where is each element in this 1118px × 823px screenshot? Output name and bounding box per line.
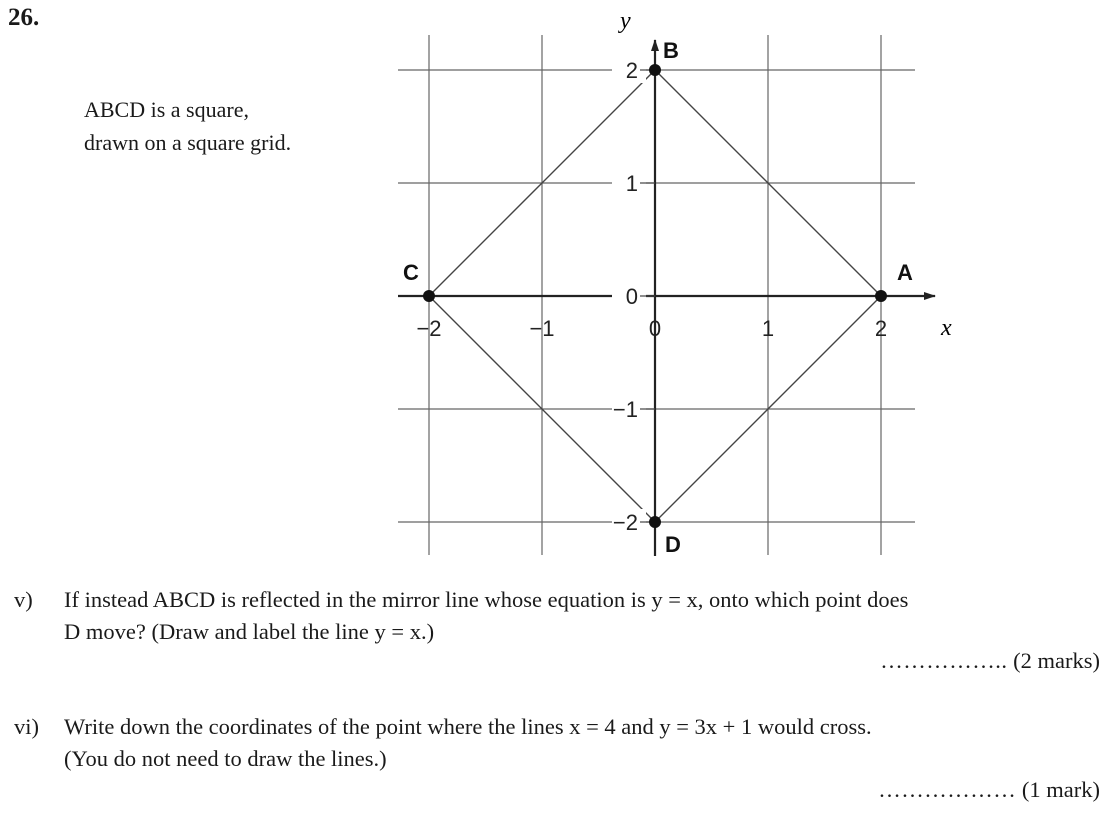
point-label: C (403, 260, 419, 285)
intro-line: drawn on a square grid. (84, 130, 292, 155)
point-c (423, 290, 435, 302)
question-number: 26. (8, 4, 40, 31)
point-label: A (897, 260, 913, 285)
x-tick-label: 1 (761, 316, 775, 341)
point-b (649, 64, 661, 76)
marks-label: (1 mark) (1021, 777, 1100, 802)
x-tick-label: 2 (874, 316, 888, 341)
y-tick-label: 2 (625, 58, 638, 83)
part-text-line: (You do not need to draw the lines.) (64, 746, 387, 771)
y-tick-label: 1 (625, 171, 638, 196)
answer-dots[interactable]: …………….. (880, 648, 1008, 673)
x-tick-label: −1 (529, 316, 555, 341)
y-axis-label: y (620, 8, 631, 34)
point-d (649, 516, 661, 528)
marks-label: (2 marks) (1013, 648, 1100, 673)
part-text-line: Write down the coordinates of the point where the lines x = 4 and y = 3x + 1 would cross. (64, 714, 872, 739)
answer-dots[interactable]: ……………… (878, 777, 1017, 802)
part-text-line: If instead ABCD is reflected in the mirror line whose equation is y = x, onto which point does (64, 587, 909, 612)
part-vi (14, 711, 1104, 781)
point-label: B (663, 38, 679, 63)
part-label: vi) (14, 714, 39, 739)
point-a (875, 290, 887, 302)
y-tick-label: −2 (612, 510, 638, 535)
intro-line: ABCD is a square, (84, 97, 249, 122)
answer-line-vi[interactable] (878, 777, 1100, 803)
y-tick-label: 0 (625, 284, 638, 309)
part-v (14, 584, 1104, 654)
x-tick-label: 0 (648, 316, 662, 341)
y-tick-label: −1 (612, 397, 638, 422)
answer-line-v[interactable] (880, 648, 1100, 674)
part-text-line: D move? (Draw and label the line y = x.) (64, 619, 435, 644)
x-axis-label: x (941, 315, 952, 341)
part-label: v) (14, 587, 33, 612)
x-tick-label: −2 (416, 316, 442, 341)
point-label: D (665, 532, 681, 557)
